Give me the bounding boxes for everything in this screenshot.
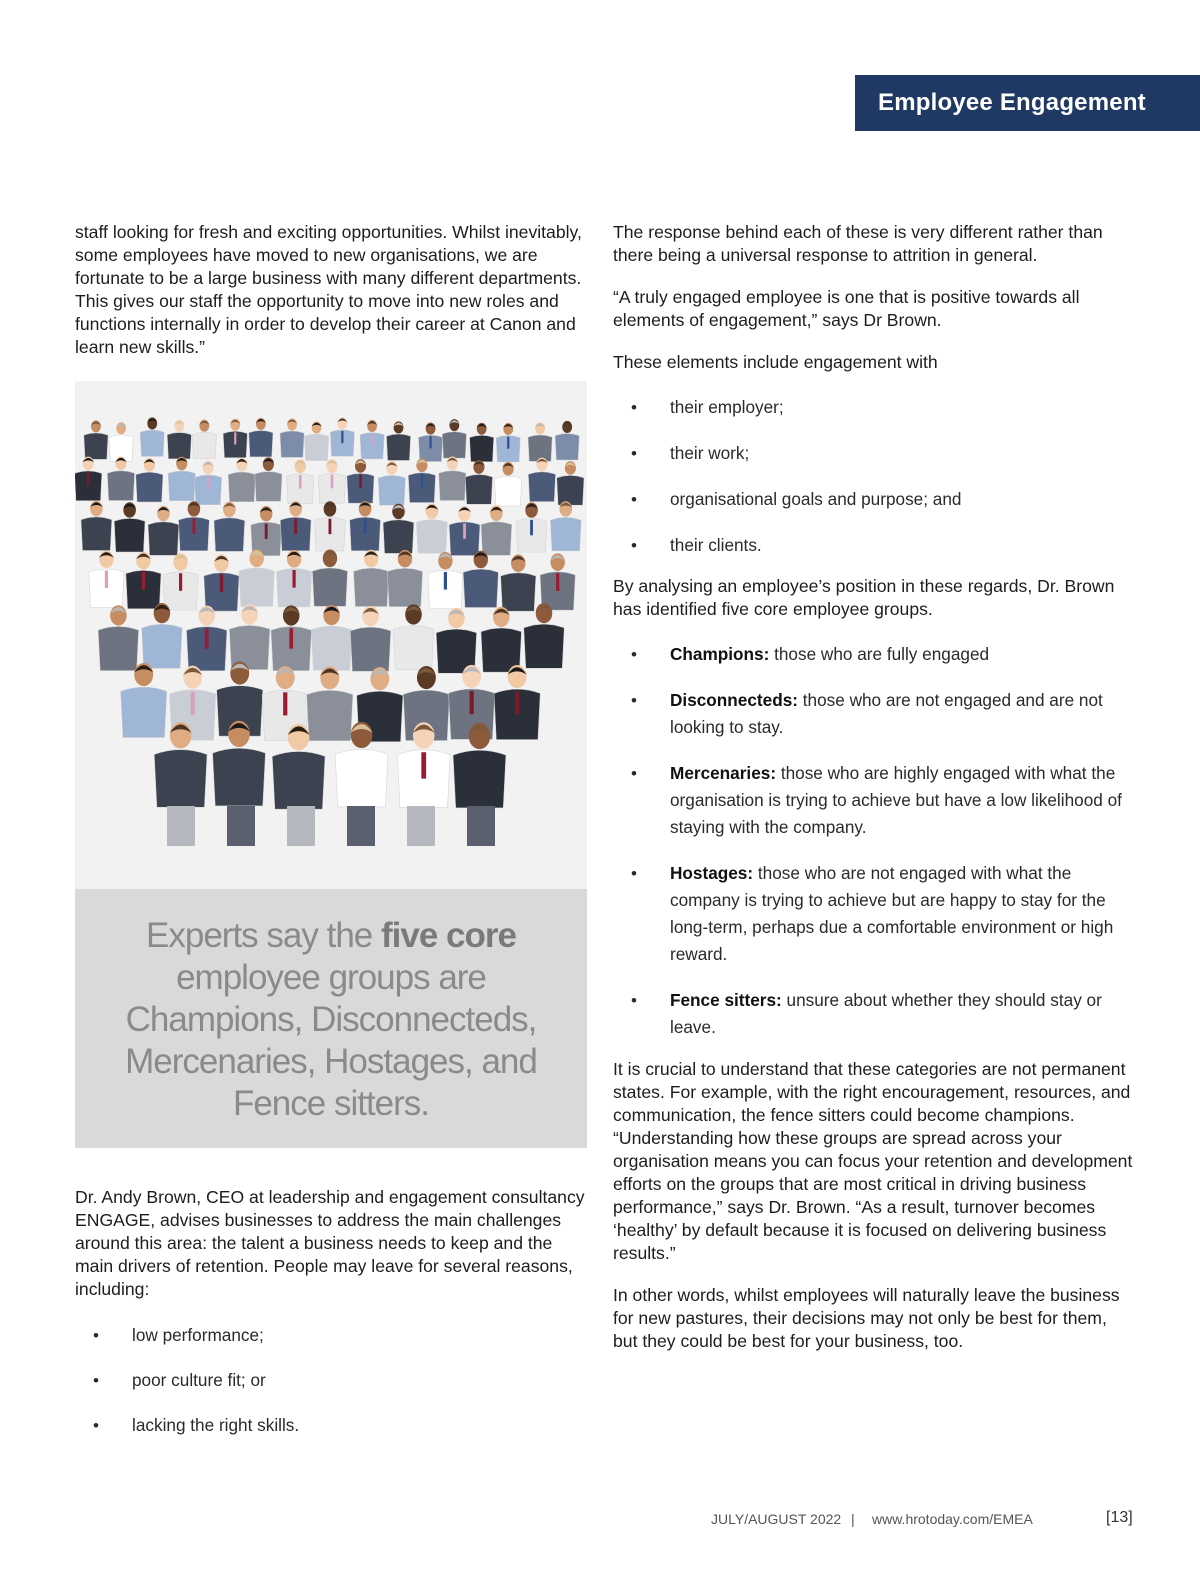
list-item: • Disconnecteds: those who are not engaged and are not looking to stay. xyxy=(631,690,1103,737)
crowd-person xyxy=(501,554,536,611)
reasons-list xyxy=(75,1322,587,1439)
crowd-person xyxy=(540,553,575,610)
crowd-person xyxy=(276,550,311,607)
closing-paragraph: In other words, whilst employees will naturally leave the business for new pastures, their decisions may not only be best for them, but they could be best for your business, too. xyxy=(613,1285,1120,1351)
crowd-person xyxy=(280,501,311,551)
crowd-legs xyxy=(467,806,495,846)
crowd-photo xyxy=(75,381,587,889)
elements-intro: These elements include engagement with xyxy=(613,352,938,372)
crowd-person xyxy=(179,501,210,551)
crowd-person xyxy=(163,553,198,610)
crowd-person xyxy=(387,550,422,607)
engaged-quote-paragraph: “A truly engaged employee is one that is positive towards all elements of engagement,” says Dr Brown. xyxy=(613,287,1080,330)
crowd-person xyxy=(528,458,555,502)
crowd-person xyxy=(442,419,466,458)
list-item: • their clients. xyxy=(631,535,762,555)
response-paragraph: The response behind each of these is very different rather than there being a universal response to attrition in general. xyxy=(613,222,1103,265)
crowd-person xyxy=(481,607,521,672)
list-item: • organisational goals and purpose; and xyxy=(631,489,962,509)
crowd-person xyxy=(255,457,282,501)
crowd-person xyxy=(528,422,552,461)
crowd-person xyxy=(311,605,351,670)
crowd-person xyxy=(428,552,463,609)
crowd-legs xyxy=(407,806,435,846)
crowd-person xyxy=(383,504,414,554)
crowd-person xyxy=(347,459,374,503)
crowd-person xyxy=(360,420,384,459)
crowd-legs xyxy=(227,806,255,846)
left-column xyxy=(75,221,587,359)
crowd-person xyxy=(107,456,134,500)
crowd-person xyxy=(204,554,239,611)
list-item: • Mercenaries: those who are highly engaged with what the organisation is trying to achieve but have a low likelihood of staying with the company. xyxy=(631,763,1122,837)
crowd-person xyxy=(307,666,353,741)
crowd-person xyxy=(330,417,354,456)
crowd-person xyxy=(350,606,390,671)
page-footer xyxy=(0,1509,1200,1531)
crowd-person xyxy=(418,423,442,462)
crowd-person xyxy=(439,456,466,500)
crowd-person xyxy=(280,418,304,457)
list-item: • low performance; xyxy=(93,1325,264,1345)
crowd-person xyxy=(228,458,255,502)
website-url: www.hrotoday.com/EMEA xyxy=(872,1511,1033,1527)
list-item: • poor culture fit; or xyxy=(93,1370,266,1390)
crowd-person xyxy=(393,604,433,669)
page-number: [13] xyxy=(1106,1509,1133,1526)
crowd-person xyxy=(449,506,480,556)
right-column xyxy=(613,221,1133,1353)
crowd-person xyxy=(315,501,346,551)
crowd-person xyxy=(524,603,564,668)
crowd-person xyxy=(470,423,494,462)
intro-paragraph: staff looking for fresh and exciting opportunities. Whilst inevitably, some employees have moved to new organisations, we are fortunate to be a large business with many different departments. This gives our staff the opportunity to move into new roles and functions internally in order to develop their career at Canon and learn new skills.” xyxy=(75,222,582,357)
crowd-person xyxy=(89,550,124,607)
list-item: • Champions: those who are fully engaged xyxy=(631,644,990,664)
crowd-person xyxy=(126,552,161,609)
crowd-person xyxy=(378,461,405,505)
crowd-person xyxy=(223,419,247,458)
crowd-person xyxy=(416,503,447,553)
crowd-person xyxy=(516,502,547,552)
section-label: Employee Engagement xyxy=(878,89,1146,116)
crowd-person xyxy=(98,605,138,670)
crowd-person xyxy=(496,423,520,462)
crowd-person xyxy=(408,459,435,503)
categories-paragraph: It is crucial to understand that these categories are not permanent states. For example, with the right encouragement, resources, and communication, the fence sitters could become champions. “Understanding how these groups are spread across your organisation means you can focus your retention and development efforts on the groups that are most critical in driving business performance,” says Dr. Brown. “As a result, turnover becomes ‘healthy’ by default because it is focused on delivering business results.” xyxy=(613,1059,1133,1263)
crowd-person xyxy=(550,501,581,551)
crowd-illustration xyxy=(75,381,587,889)
crowd-person xyxy=(194,461,221,505)
brown-paragraph: Dr. Andy Brown, CEO at leadership and engagement consultancy ENGAGE, advises businesses to address the main challenges around this area: the talent a business needs to keep and the main drivers of retention. People may leave for several reasons, including: xyxy=(75,1187,585,1299)
crowd-person xyxy=(318,459,345,503)
crowd-person xyxy=(436,608,476,673)
crowd-person xyxy=(214,502,245,552)
crowd-person xyxy=(229,604,269,669)
list-item: • their work; xyxy=(631,443,750,463)
crowd-person xyxy=(75,457,102,501)
footer-separator: | xyxy=(851,1511,855,1527)
crowd-person xyxy=(481,506,512,556)
elements-list xyxy=(613,394,1133,559)
crowd-person xyxy=(186,605,226,670)
crowd-person xyxy=(557,461,584,505)
crowd-person xyxy=(81,501,112,551)
pull-quote-rest: employee groups are Champions, Disconnecteds, Mercenaries, Hostages, and Fence sitters. xyxy=(125,958,537,1123)
crowd-legs xyxy=(287,806,315,846)
crowd-person xyxy=(239,550,274,607)
crowd-person xyxy=(140,417,164,456)
crowd-person xyxy=(465,460,492,504)
crowd-person xyxy=(167,420,191,459)
crowd-person xyxy=(84,420,108,459)
left-column-lower xyxy=(75,1186,587,1439)
pull-quote-lead: Experts say the xyxy=(146,916,381,955)
crowd-person xyxy=(386,421,410,460)
groups-intro: By analysing an employee’s position in these regards, Dr. Brown has identified five core employee groups. xyxy=(613,576,1115,619)
crowd-person xyxy=(271,605,311,670)
crowd-person xyxy=(114,502,145,552)
crowd-person xyxy=(494,462,521,506)
crowd-person xyxy=(142,603,182,668)
crowd-person xyxy=(555,421,579,460)
crowd-person xyxy=(148,506,179,556)
issue-date: JULY/AUGUST 2022 xyxy=(711,1511,842,1527)
list-item: • lacking the right skills. xyxy=(93,1415,300,1435)
crowd-person xyxy=(304,422,328,461)
crowd-legs xyxy=(347,806,375,846)
crowd-person xyxy=(463,551,498,608)
crowd-person xyxy=(168,457,195,501)
crowd-person xyxy=(121,663,167,738)
crowd-legs xyxy=(167,806,195,846)
crowd-person xyxy=(136,458,163,502)
crowd-person xyxy=(249,418,273,457)
crowd-person xyxy=(192,420,216,459)
crowd-person xyxy=(354,550,389,607)
section-tab xyxy=(855,75,1200,131)
crowd-person xyxy=(251,506,282,556)
pull-quote xyxy=(75,889,587,1148)
groups-list xyxy=(613,641,1133,1041)
crowd-person xyxy=(312,550,347,607)
list-item: • Fence sitters: unsure about whether they should stay or leave. xyxy=(631,990,1102,1037)
crowd-person xyxy=(287,459,314,503)
crowd-person xyxy=(494,665,540,740)
crowd-person xyxy=(109,422,133,461)
list-item: • Hostages: those who are not engaged with what the company is trying to achieve but are happy to stay for the long-term, perhaps due a comfortable environment or high reward. xyxy=(631,863,1114,964)
list-item: • their employer; xyxy=(631,397,784,417)
crowd-person xyxy=(350,501,381,551)
pull-quote-emphasis: five core xyxy=(380,916,516,955)
